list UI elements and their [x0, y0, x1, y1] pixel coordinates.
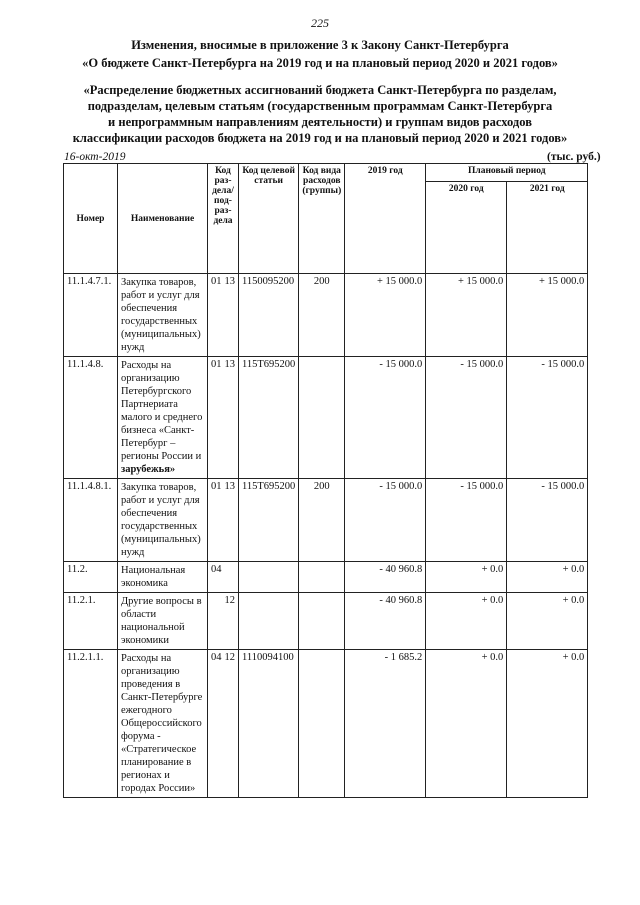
page-number: 225 [311, 16, 329, 30]
row-value-2020: + 15 000.0 [426, 274, 507, 357]
row-target-code: 1110094100 [239, 650, 299, 798]
row-name: Расходы на организацию проведения в Санкт-Петербурге ежегодного Общероссийского форума - «Стратегическое планирование в регионах и городах России» [118, 650, 208, 798]
row-name: Закупка товаров, работ и услуг для обеспечения государственных (муниципальных) нужд [118, 479, 208, 562]
row-value-2020: + 0.0 [426, 562, 507, 593]
row-name-text: Расходы на организацию Петербургского Партнериата малого и среднего бизнеса «Санкт-Петербург – регионы России и [121, 360, 203, 462]
row-subsection: 13 [224, 359, 235, 370]
header-name: Наименование [118, 164, 208, 274]
row-number: 11.1.4.8. [64, 357, 118, 479]
row-value-2021: - 15 000.0 [507, 357, 588, 479]
row-expense-type [299, 593, 345, 650]
row-value-2021: + 0.0 [507, 562, 588, 593]
table-row [64, 593, 588, 650]
row-subsection: 13 [224, 276, 235, 287]
table-row [64, 650, 588, 798]
row-target-code [239, 562, 299, 593]
row-name: Национальная экономика [118, 562, 208, 593]
row-value-2020: - 15 000.0 [426, 357, 507, 479]
row-section: 01 [211, 276, 222, 287]
row-value-2021: + 0.0 [507, 593, 588, 650]
document-title-line2: «О бюджете Санкт-Петербурга на 2019 год и на плановый период 2020 и 2021 годов» [82, 56, 558, 70]
row-expense-type: 200 [299, 274, 345, 357]
header-number: Номер [64, 164, 118, 274]
table-row [64, 479, 588, 562]
header-planned-period: Плановый период [426, 164, 588, 182]
row-expense-type [299, 650, 345, 798]
row-expense-type: 200 [299, 479, 345, 562]
document-title-line1: Изменения, вносимые в приложение 3 к Закону Санкт-Петербурга [131, 38, 509, 52]
row-value-2021: + 0.0 [507, 650, 588, 798]
row-section-code [208, 274, 239, 357]
units-label: (тыс. руб.) [547, 151, 601, 163]
row-value-2020: - 15 000.0 [426, 479, 507, 562]
appendix-title-line1: «Распределение бюджетных ассигнований бюджета Санкт-Петербурга по разделам, [83, 83, 557, 97]
row-expense-type [299, 357, 345, 479]
row-target-code: 1150095200 [239, 274, 299, 357]
row-subsection: 12 [224, 652, 235, 663]
row-value-2021: + 15 000.0 [507, 274, 588, 357]
table-row [64, 274, 588, 357]
appendix-title-line4: классификации расходов бюджета на 2019 год и на плановый период 2020 и 2021 годов» [72, 131, 568, 145]
row-target-code: 115Т695200 [239, 479, 299, 562]
appendix-title-line3: и непрограммным направлениям деятельности) и группам видов расходов [108, 115, 532, 129]
row-name: Другие вопросы в области национальной экономики [118, 593, 208, 650]
row-name: Закупка товаров, работ и услуг для обеспечения государственных (муниципальных) нужд [118, 274, 208, 357]
row-number: 11.2.1.1. [64, 650, 118, 798]
row-section-code [208, 650, 239, 798]
row-value-2021: - 15 000.0 [507, 479, 588, 562]
row-value-2019: - 15 000.0 [345, 357, 426, 479]
row-section: 04 [211, 652, 222, 663]
row-section-code [208, 479, 239, 562]
row-section-code [208, 593, 239, 650]
row-name-bold-text: зарубежья» [121, 464, 176, 475]
appendix-title-line2: подразделам, целевым статьям (государственным программам Санкт-Петербурга [87, 99, 553, 113]
row-expense-type [299, 562, 345, 593]
row-name [118, 357, 208, 479]
row-number: 11.1.4.8.1. [64, 479, 118, 562]
table-row [64, 562, 588, 593]
row-subsection: 12 [224, 595, 235, 606]
row-value-2019: - 40 960.8 [345, 593, 426, 650]
header-2019: 2019 год [345, 164, 426, 274]
row-section: 01 [211, 359, 222, 370]
row-value-2020: + 0.0 [426, 593, 507, 650]
row-section: 01 [211, 481, 222, 492]
row-target-code: 115Т695200 [239, 357, 299, 479]
row-subsection: 13 [224, 481, 235, 492]
row-value-2019: - 40 960.8 [345, 562, 426, 593]
header-2020: 2020 год [426, 182, 507, 274]
row-value-2019: - 15 000.0 [345, 479, 426, 562]
header-section-code: Код раз-дела/ под-раз-дела [208, 164, 239, 274]
document-date: 16-окт-2019 [64, 151, 126, 163]
row-number: 11.2. [64, 562, 118, 593]
row-value-2019: + 15 000.0 [345, 274, 426, 357]
header-2021: 2021 год [507, 182, 588, 274]
row-number: 11.2.1. [64, 593, 118, 650]
row-value-2019: - 1 685.2 [345, 650, 426, 798]
row-section-code [208, 562, 239, 593]
row-section: 04 [211, 564, 222, 575]
row-target-code [239, 593, 299, 650]
row-section-code [208, 357, 239, 479]
budget-table [63, 163, 588, 798]
header-target-code: Код целевой статьи [239, 164, 299, 274]
row-value-2020: + 0.0 [426, 650, 507, 798]
table-row [64, 357, 588, 479]
header-expense-type-code: Код вида расходов (группы) [299, 164, 345, 274]
row-number: 11.1.4.7.1. [64, 274, 118, 357]
